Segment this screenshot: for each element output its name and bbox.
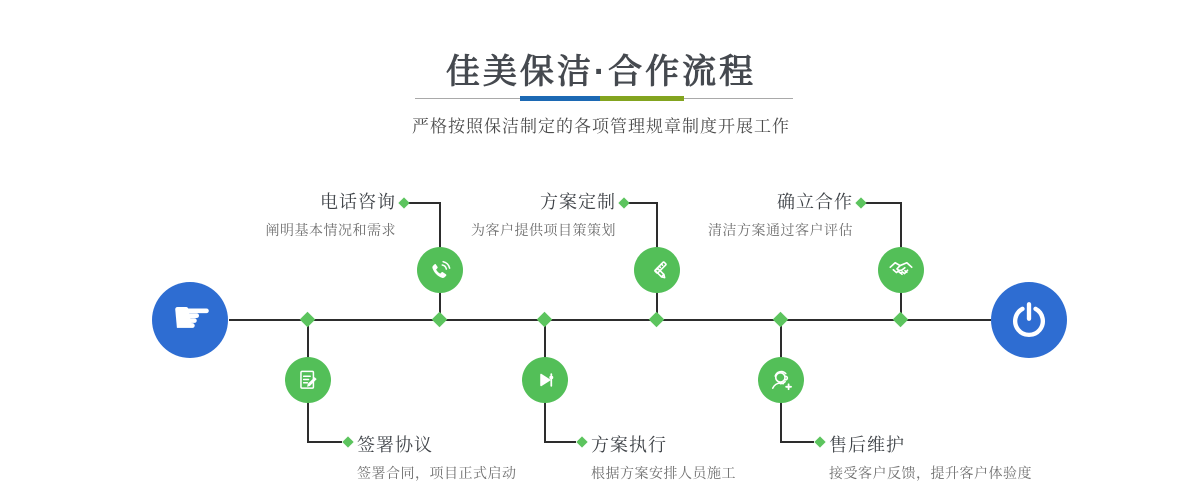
end-endpoint [991, 282, 1067, 358]
label-diamond [342, 436, 353, 447]
page-subtitle: 严格按照保洁制定的各项管理规章制度开展工作 [412, 117, 790, 136]
step-title: 售后维护 [829, 435, 905, 455]
step-label-plan-design [471, 188, 616, 240]
step-desc: 签署合同，项目正式启动 [357, 465, 517, 481]
timeline-node-diamond [893, 312, 909, 328]
step-title: 方案执行 [591, 435, 667, 455]
label-diamond [814, 436, 825, 447]
timeline-node-diamond [432, 312, 448, 328]
step-title: 方案定制 [540, 192, 616, 212]
connector-line [780, 441, 814, 443]
step-label-cooperation [708, 188, 853, 240]
step-title: 签署协议 [357, 435, 433, 455]
step-title: 确立合作 [777, 192, 853, 212]
connector-line [408, 202, 440, 204]
pointing-hand-icon: ☛ [171, 290, 213, 344]
connector-line [628, 202, 657, 204]
label-diamond [398, 197, 409, 208]
phone-call-icon [427, 257, 454, 284]
label-diamond [618, 197, 629, 208]
step-label-phone-consult [266, 188, 397, 240]
step-desc: 为客户提供项目策策划 [471, 222, 616, 238]
signing-document-icon [295, 367, 321, 393]
pencil-ruler-icon [644, 257, 671, 284]
step-desc: 根据方案安排人员施工 [591, 465, 736, 481]
step-node-after-sales [758, 357, 804, 403]
play-execute-icon [532, 367, 558, 393]
start-endpoint [152, 282, 228, 358]
timeline [229, 319, 991, 321]
handshake-icon [887, 256, 915, 284]
step-node-sign-agreement [285, 357, 331, 403]
connector-line [544, 441, 576, 443]
label-diamond [576, 436, 587, 447]
timeline-node-diamond [649, 312, 665, 328]
step-desc: 接受客户反馈，提升客户体验度 [829, 465, 1032, 481]
step-label-sign-agreement [357, 431, 517, 483]
step-label-after-sales [829, 431, 1032, 483]
title-divider-blue-segment [520, 96, 600, 101]
step-desc: 阐明基本情况和需求 [265, 222, 396, 238]
step-desc: 清洁方案通过客户评估 [708, 222, 853, 238]
timeline-node-diamond [773, 312, 789, 328]
power-icon [1009, 300, 1049, 340]
timeline-node-diamond [537, 312, 553, 328]
step-node-phone [417, 247, 463, 293]
label-diamond [855, 197, 866, 208]
page-title: 佳美保洁·合作流程 [445, 53, 757, 91]
connector-line [307, 441, 342, 443]
connector-line [865, 202, 901, 204]
customer-service-plus-icon [768, 367, 795, 394]
title-divider-green-segment [600, 96, 684, 101]
step-node-plan-execution [522, 357, 568, 403]
step-node-plan-design [634, 247, 680, 293]
step-title: 电话咨询 [320, 192, 396, 212]
step-node-cooperation [878, 247, 924, 293]
step-label-plan-execution [591, 431, 736, 483]
timeline-node-diamond [300, 312, 316, 328]
